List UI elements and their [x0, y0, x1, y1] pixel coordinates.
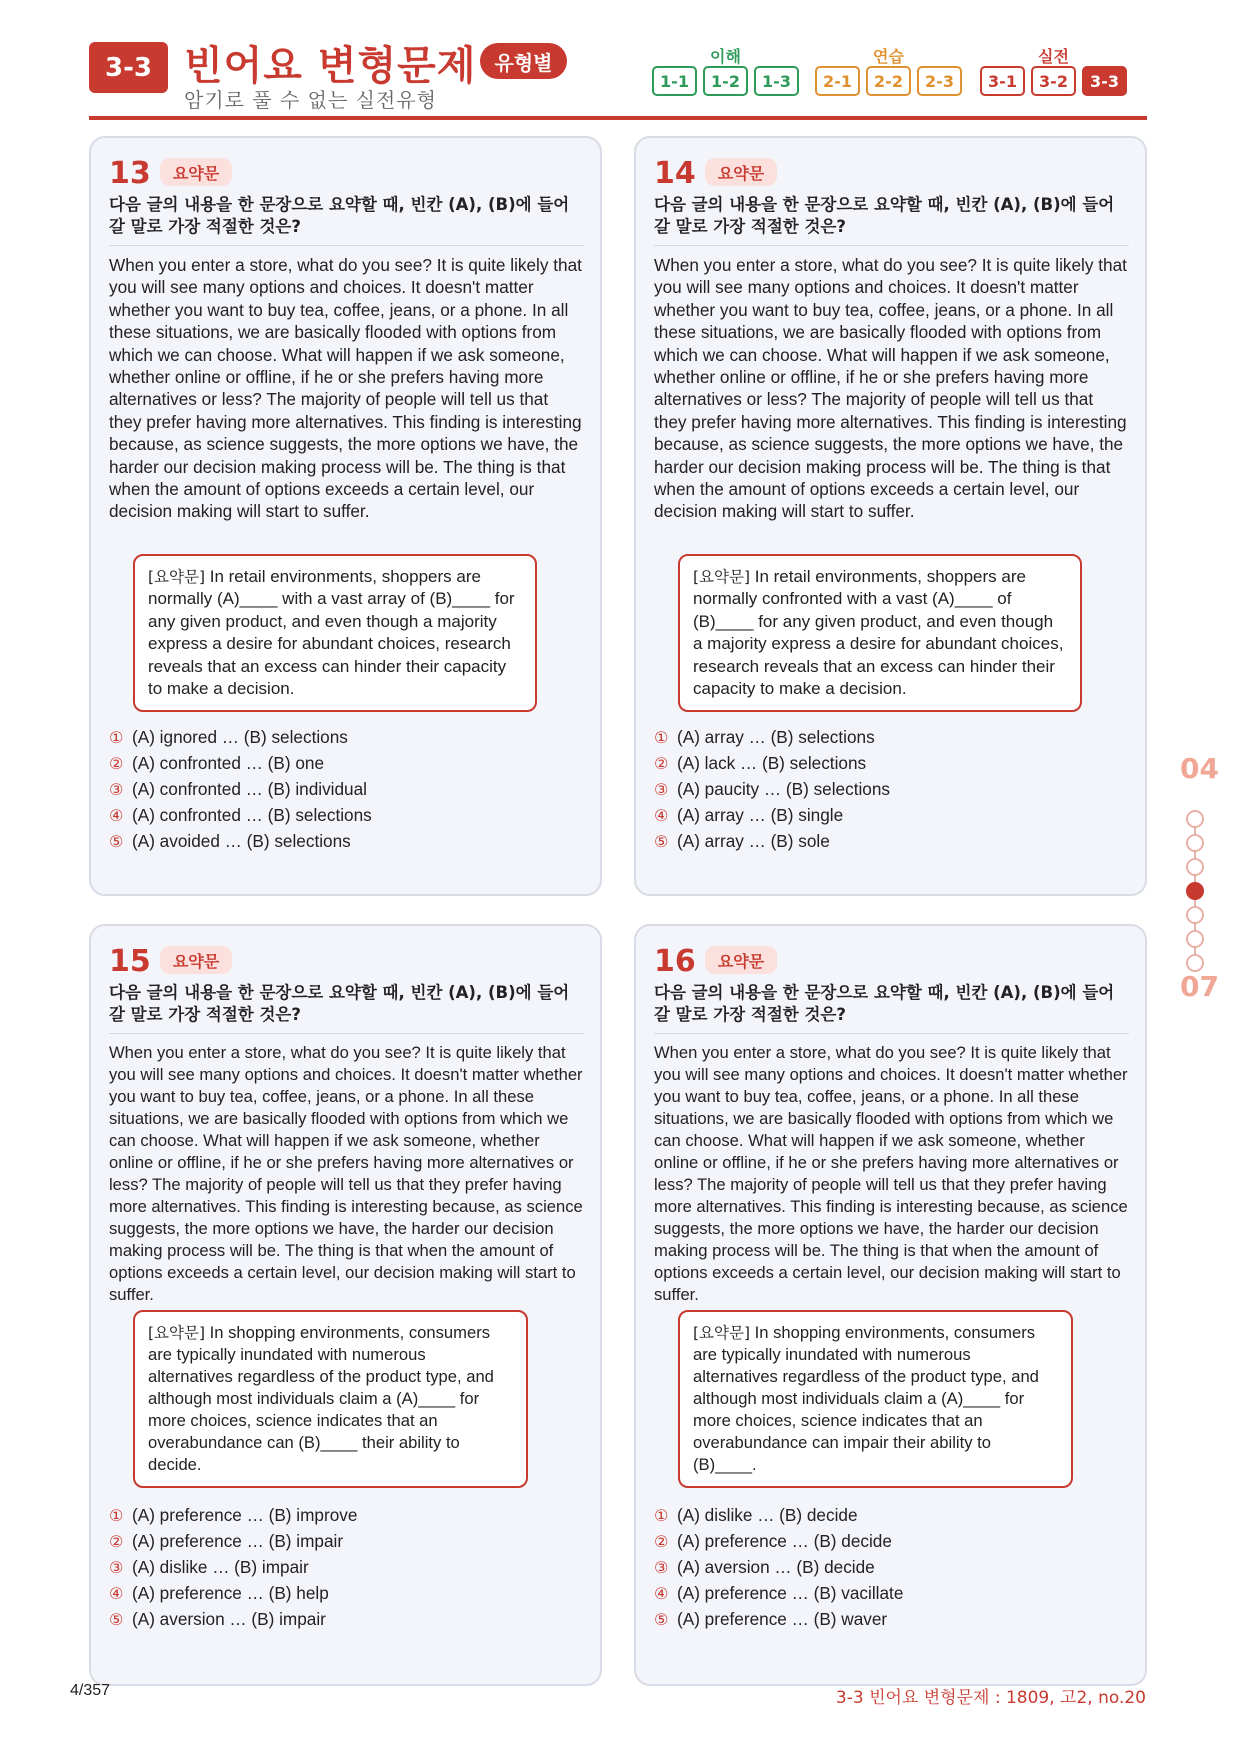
level-label: 연습: [873, 47, 904, 66]
option-text: (A) preference … (B) help: [132, 1582, 329, 1603]
source-reference: 3-3 빈어요 변형문제 : 1809, 고2, no.20: [835, 1688, 1146, 1708]
option-number: ①: [654, 727, 669, 747]
question-number: 15: [109, 944, 151, 979]
summary-label: [요약문]: [693, 568, 751, 586]
level-2-3-button[interactable]: 2-3: [917, 66, 962, 96]
answer-option-5[interactable]: [109, 1606, 357, 1632]
question-number: 14: [654, 156, 696, 191]
answer-options: [109, 724, 372, 854]
option-text: (A) array … (B) selections: [677, 726, 875, 747]
side-nav-start-number: 04: [1180, 752, 1219, 785]
option-text: (A) confronted … (B) individual: [132, 778, 367, 799]
option-number: ①: [109, 727, 124, 747]
option-text: (A) dislike … (B) decide: [677, 1504, 858, 1525]
answer-option-1[interactable]: [654, 1502, 903, 1528]
answer-option-5[interactable]: [654, 1606, 903, 1632]
answer-option-4[interactable]: [109, 1580, 357, 1606]
level-1-2-button[interactable]: 1-2: [703, 66, 748, 96]
answer-option-5[interactable]: [109, 828, 372, 854]
answer-option-3[interactable]: [109, 1554, 357, 1580]
option-number: ⑤: [654, 831, 669, 851]
option-text: (A) confronted … (B) selections: [132, 804, 372, 825]
answer-option-4[interactable]: [109, 802, 372, 828]
question-number: 16: [654, 944, 696, 979]
level-1-1-button[interactable]: 1-1: [652, 66, 697, 96]
question-type-tag: 요약문: [705, 158, 777, 186]
question-type-tag: 요약문: [160, 158, 232, 186]
side-nav-dot[interactable]: [1186, 834, 1204, 852]
level-2-1-button[interactable]: 2-1: [815, 66, 860, 96]
page-counter: 4/357: [70, 1682, 111, 1699]
summary-box: [133, 1310, 528, 1488]
option-text: (A) preference … (B) impair: [132, 1530, 344, 1551]
question-card-15: [89, 924, 602, 1686]
level-2-2-button[interactable]: 2-2: [866, 66, 911, 96]
option-text: (A) avoided … (B) selections: [132, 830, 351, 851]
option-number: ③: [109, 1557, 124, 1577]
answer-options: [109, 1502, 357, 1632]
level-1-3-button[interactable]: 1-3: [754, 66, 799, 96]
question-instruction: 다음 글의 내용을 한 문장으로 요약할 때, 빈칸 (A), (B)에 들어갈 말로 가장 적절한 것은?: [109, 194, 584, 246]
answer-options: [654, 1502, 903, 1632]
question-type-tag: 요약문: [705, 946, 777, 974]
question-instruction: 다음 글의 내용을 한 문장으로 요약할 때, 빈칸 (A), (B)에 들어갈 말로 가장 적절한 것은?: [109, 982, 584, 1034]
side-nav-dot-active[interactable]: [1186, 882, 1204, 900]
option-number: ⑤: [109, 831, 124, 851]
option-text: (A) lack … (B) selections: [677, 752, 867, 773]
reading-passage: When you enter a store, what do you see? It is quite likely that you will see many options and choices. It doesn't matter whether you want to buy tea, coffee, jeans, or a phone. In all these situations, we are basically flooded with options from which we can choose. What will happen if we ask someone, whether online or offline, if he or she prefers having more alternatives or less? The majority of people will tell us that they prefer having more alternatives. This finding is interesting because, as science suggests, the more options we have, the harder our decision making process will be. The thing is that when the amount of options exceeds a certain level, our decision making will start to suffer.: [654, 255, 1127, 522]
option-number: ②: [109, 753, 124, 773]
answer-option-1[interactable]: [654, 724, 890, 750]
answer-option-5[interactable]: [654, 828, 890, 854]
option-number: ④: [109, 1583, 124, 1603]
answer-option-2[interactable]: [109, 1528, 357, 1554]
level-3-3-button[interactable]: 3-3: [1082, 66, 1127, 96]
level-group-practice: [815, 44, 962, 96]
summary-box: [678, 1310, 1073, 1488]
answer-options: [654, 724, 890, 854]
question-instruction: 다음 글의 내용을 한 문장으로 요약할 때, 빈칸 (A), (B)에 들어갈 말로 가장 적절한 것은?: [654, 194, 1129, 246]
option-number: ⑤: [654, 1609, 669, 1629]
option-number: ①: [654, 1505, 669, 1525]
question-instruction: 다음 글의 내용을 한 문장으로 요약할 때, 빈칸 (A), (B)에 들어갈 말로 가장 적절한 것은?: [654, 982, 1129, 1034]
option-text: (A) array … (B) single: [677, 804, 844, 825]
option-text: (A) array … (B) sole: [677, 830, 830, 851]
option-text: (A) ignored … (B) selections: [132, 726, 348, 747]
option-number: ③: [654, 779, 669, 799]
answer-option-4[interactable]: [654, 1580, 903, 1606]
question-card-14: [634, 136, 1147, 896]
option-number: ③: [109, 779, 124, 799]
answer-option-4[interactable]: [654, 802, 890, 828]
section-badge: 3-3: [89, 42, 168, 93]
level-3-1-button[interactable]: 3-1: [980, 66, 1025, 96]
option-number: ③: [654, 1557, 669, 1577]
reading-passage: When you enter a store, what do you see? It is quite likely that you will see many options and choices. It doesn't matter whether you want to buy tea, coffee, jeans, or a phone. In all these situations, we are basically flooded with options from which we can choose. What will happen if we ask someone, whether online or offline, if he or she prefers having more alternatives or less? The majority of people will tell us that they prefer having more alternatives. This finding is interesting because, as science suggests, the more options we have, the harder our decision making process will be. The thing is that when the amount of options exceeds a certain level, our decision making will start to suffer.: [654, 1043, 1128, 1304]
summary-text: In retail environments, shoppers are normally (A)____ with a vast array of (B)____ for any given product, and even though a majority express a desire for abundant choices, research reveals that an excess can hinder their capacity to make a decision.: [148, 567, 515, 699]
summary-label: [요약문]: [148, 568, 206, 586]
question-number: 13: [109, 156, 151, 191]
question-type-tag: 요약문: [160, 946, 232, 974]
option-text: (A) paucity … (B) selections: [677, 778, 890, 799]
option-number: ①: [109, 1505, 124, 1525]
option-text: (A) aversion … (B) decide: [677, 1556, 875, 1577]
option-text: (A) confronted … (B) one: [132, 752, 325, 773]
option-text: (A) preference … (B) improve: [132, 1504, 358, 1525]
option-number: ④: [109, 805, 124, 825]
level-3-2-button[interactable]: 3-2: [1031, 66, 1076, 96]
summary-box: [133, 554, 537, 712]
answer-option-2[interactable]: [654, 1528, 903, 1554]
summary-label: [요약문]: [148, 1324, 206, 1342]
reading-passage: When you enter a store, what do you see? It is quite likely that you will see many options and choices. It doesn't matter whether you want to buy tea, coffee, jeans, or a phone. In all these situations, we are basically flooded with options from which we can choose. What will happen if we ask someone, whether online or offline, if he or she prefers having more alternatives or less? The majority of people will tell us that they prefer having more alternatives. This finding is interesting because, as science suggests, the more options we have, the harder our decision making process will be. The thing is that when the amount of options exceeds a certain level, our decision making will start to suffer.: [109, 1043, 583, 1304]
option-text: (A) dislike … (B) impair: [132, 1556, 309, 1577]
summary-box: [678, 554, 1082, 712]
option-text: (A) preference … (B) vacillate: [677, 1582, 904, 1603]
level-label: 실전: [1038, 47, 1069, 66]
option-number: ②: [654, 1531, 669, 1551]
page-title: 빈어요 변형문제: [184, 43, 477, 89]
option-text: (A) preference … (B) waver: [677, 1608, 888, 1629]
question-card-16: [634, 924, 1147, 1686]
summary-text: In retail environments, shoppers are normally confronted with a vast (A)____ of (B)____ for any given product, and even though a majority express a desire for abundant choices, research reveals that an excess can hinder their capacity to make a decision.: [693, 567, 1064, 699]
level-label: 이해: [710, 47, 741, 66]
option-number: ②: [654, 753, 669, 773]
reading-passage: When you enter a store, what do you see? It is quite likely that you will see many options and choices. It doesn't matter whether you want to buy tea, coffee, jeans, or a phone. In all these situations, we are basically flooded with options from which we can choose. What will happen if we ask someone, whether online or offline, if he or she prefers having more alternatives or less? The majority of people will tell us that they prefer having more alternatives. This finding is interesting because, as science suggests, the more options we have, the harder our decision making process will be. The thing is that when the amount of options exceeds a certain level, our decision making will start to suffer.: [109, 255, 582, 522]
level-group-understand: [652, 44, 799, 96]
side-nav-dot[interactable]: [1186, 858, 1204, 876]
answer-option-1[interactable]: [109, 724, 372, 750]
summary-text: In shopping environments, consumers are typically inundated with numerous alternatives regardless of the product type, and although most individuals claim a (A)____ for more choices, science indicates that an overabundance can (B)____ their ability to decide.: [148, 1323, 494, 1474]
side-nav-dot[interactable]: [1186, 906, 1204, 924]
summary-label: [요약문]: [693, 1324, 751, 1342]
option-number: ②: [109, 1531, 124, 1551]
side-nav-end-number: 07: [1180, 970, 1219, 1003]
answer-option-3[interactable]: [654, 776, 890, 802]
level-group-actual: [980, 44, 1127, 96]
question-card-13: [89, 136, 602, 896]
option-text: (A) aversion … (B) impair: [132, 1608, 326, 1629]
page-subtitle: 암기로 풀 수 없는 실전유형: [184, 88, 437, 112]
answer-option-2[interactable]: [109, 750, 372, 776]
option-text: (A) preference … (B) decide: [677, 1530, 892, 1551]
answer-option-1[interactable]: [109, 1502, 357, 1528]
header-divider: [89, 116, 1147, 120]
option-number: ④: [654, 805, 669, 825]
side-nav-dot[interactable]: [1186, 810, 1204, 828]
answer-option-3[interactable]: [654, 1554, 903, 1580]
answer-option-3[interactable]: [109, 776, 372, 802]
side-nav-dot[interactable]: [1186, 930, 1204, 948]
option-number: ⑤: [109, 1609, 124, 1629]
summary-text: In shopping environments, consumers are typically inundated with numerous alternatives regardless of the product type, and although most individuals claim a (A)____ for more choices, science indicates that an overabundance can impair their ability to (B)____.: [693, 1323, 1039, 1474]
answer-option-2[interactable]: [654, 750, 890, 776]
option-number: ④: [654, 1583, 669, 1603]
type-pill: 유형별: [480, 43, 567, 79]
